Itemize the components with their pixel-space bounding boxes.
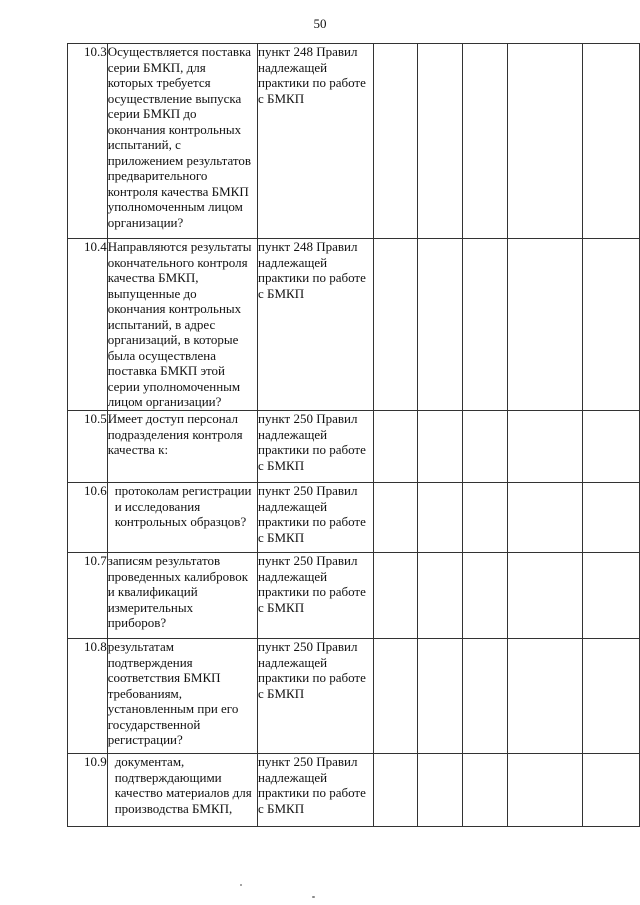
item-number: 10.6 <box>68 483 108 553</box>
reference-text: пункт 248 Правил надлежащей практики по работе с БМКП <box>257 239 366 301</box>
question-text: Имеет доступ персонал подразделения контроля качества к: <box>107 411 243 457</box>
reference-cell <box>257 483 373 553</box>
reference-text: пункт 250 Правил надлежащей практики по работе с БМКП <box>257 553 366 615</box>
answer-cell <box>583 639 640 754</box>
question-cell <box>107 639 257 754</box>
item-number: 10.4 <box>68 239 108 411</box>
answer-cell <box>463 239 508 411</box>
reference-text: пункт 250 Правил надлежащей практики по работе с БМКП <box>257 483 366 545</box>
reference-cell <box>257 553 373 639</box>
reference-cell <box>257 639 373 754</box>
answer-cell <box>418 239 463 411</box>
table-row <box>68 239 640 411</box>
answer-cell <box>463 754 508 827</box>
answer-cell <box>463 44 508 239</box>
answer-cell <box>463 411 508 483</box>
answer-cell <box>418 754 463 827</box>
reference-cell <box>257 411 373 483</box>
answer-cell <box>583 754 640 827</box>
answer-cell <box>583 239 640 411</box>
item-number: 10.3 <box>68 44 108 239</box>
question-text: Осуществляется поставка серии БМКП, для которых требуется осуществление выпуска серии БМКП до окончания контрольных испытаний, с приложением результатов предварительного контроля качества БМКП уполномоченным лицом организации? <box>107 44 252 230</box>
question-text: документам, подтверждающими качество материалов для производства БМКП, <box>114 754 252 816</box>
question-cell <box>107 553 257 639</box>
answer-cell <box>508 483 583 553</box>
scan-speck <box>240 884 242 886</box>
reference-text: пункт 250 Правил надлежащей практики по работе с БМКП <box>257 754 366 816</box>
table-row <box>68 754 640 827</box>
question-text: записям результатов проведенных калибровок и квалификаций измерительных приборов? <box>107 553 249 630</box>
question-text: результатам подтверждения соответствия БМКП требованиям, установленным при его государственной регистрации? <box>107 639 239 747</box>
question-cell <box>107 483 257 553</box>
reference-text: пункт 250 Правил надлежащей практики по работе с БМКП <box>257 639 366 701</box>
answer-cell <box>374 639 418 754</box>
answer-cell <box>508 639 583 754</box>
question-cell <box>107 754 257 827</box>
item-number: 10.8 <box>68 639 108 754</box>
reference-cell <box>257 754 373 827</box>
answer-cell <box>508 553 583 639</box>
answer-cell <box>374 553 418 639</box>
scan-speck <box>312 896 315 898</box>
answer-cell <box>418 411 463 483</box>
answer-cell <box>508 44 583 239</box>
answer-cell <box>583 44 640 239</box>
answer-cell <box>418 483 463 553</box>
table-row <box>68 411 640 483</box>
answer-cell <box>374 411 418 483</box>
checklist-table <box>67 43 640 827</box>
answer-cell <box>508 754 583 827</box>
question-text: Направляются результаты окончательного контроля качества БМКП, выпущенные до окончания контрольных испытаний, в адрес организаций, в которые была осуществлена поставка БМКП этой серии уполномоченным лицом организации? <box>107 239 252 409</box>
answer-cell <box>583 553 640 639</box>
reference-cell <box>257 239 373 411</box>
table-row <box>68 483 640 553</box>
answer-cell <box>374 483 418 553</box>
reference-text: пункт 248 Правил надлежащей практики по работе с БМКП <box>257 44 366 106</box>
page-number: 50 <box>313 16 327 31</box>
question-text: протоколам регистрации и исследования контрольных образцов? <box>114 483 252 529</box>
answer-cell <box>374 44 418 239</box>
answer-cell <box>374 239 418 411</box>
reference-text: пункт 250 Правил надлежащей практики по работе с БМКП <box>257 411 366 473</box>
answer-cell <box>374 754 418 827</box>
answer-cell <box>508 239 583 411</box>
question-cell <box>107 411 257 483</box>
answer-cell <box>583 483 640 553</box>
table-row <box>68 639 640 754</box>
answer-cell <box>463 483 508 553</box>
item-number: 10.5 <box>68 411 108 483</box>
answer-cell <box>418 553 463 639</box>
answer-cell <box>418 44 463 239</box>
answer-cell <box>508 411 583 483</box>
item-number: 10.7 <box>68 553 108 639</box>
reference-cell <box>257 44 373 239</box>
table-row <box>68 44 640 239</box>
question-cell <box>107 44 257 239</box>
item-number: 10.9 <box>68 754 108 827</box>
question-cell <box>107 239 257 411</box>
answer-cell <box>418 639 463 754</box>
answer-cell <box>463 553 508 639</box>
answer-cell <box>463 639 508 754</box>
table-row <box>68 553 640 639</box>
answer-cell <box>583 411 640 483</box>
